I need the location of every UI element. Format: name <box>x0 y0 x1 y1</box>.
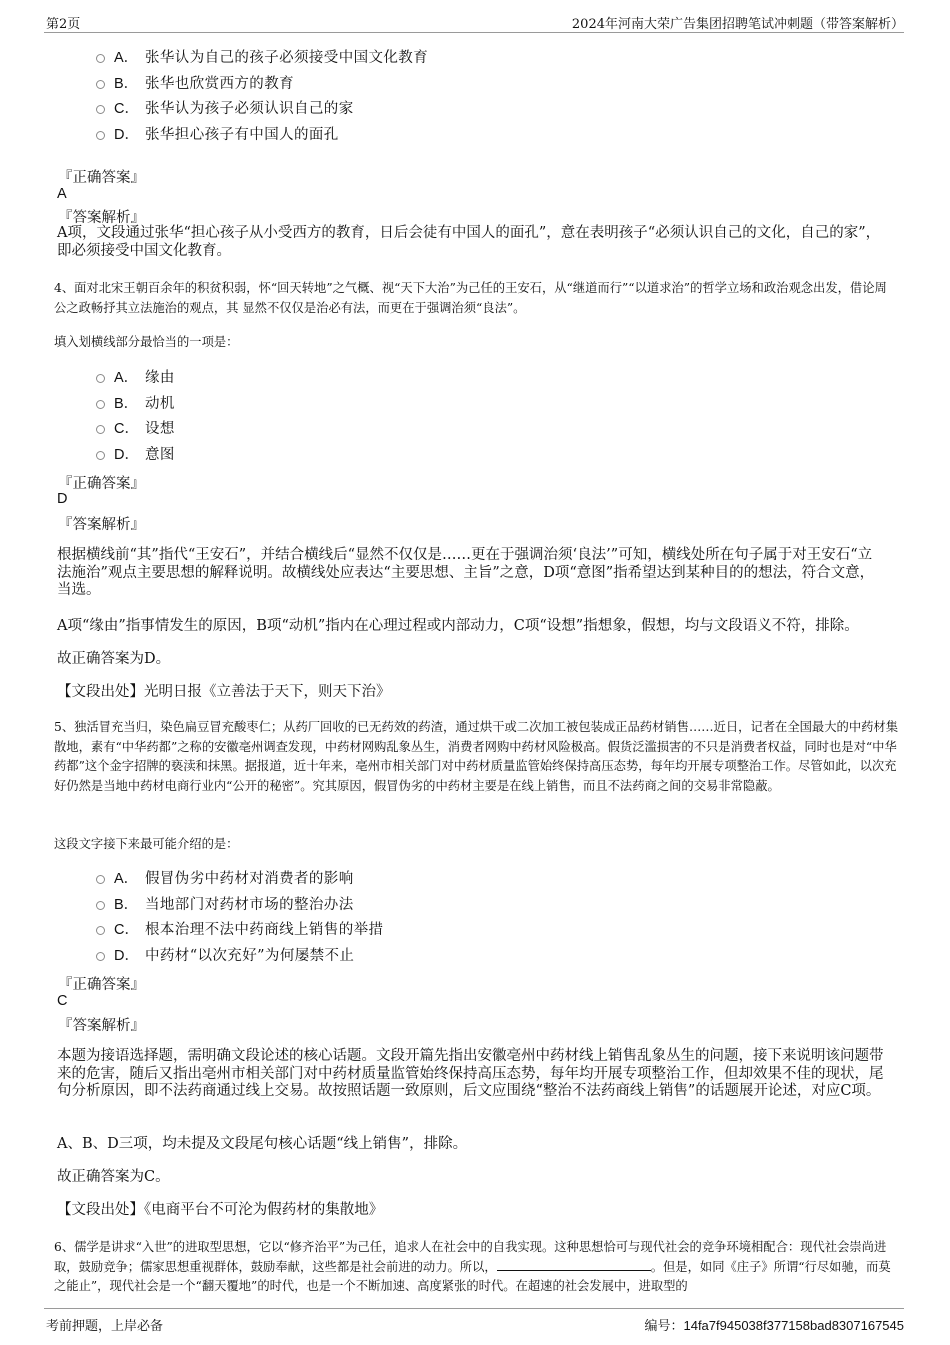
question-stem: 5、独活冒充当归，染色扁豆冒充酸枣仁；从药厂回收的已无药效的药渣，通过烘干或二次加工被包装成正品药材销售……近日，记者在全国最大的中药材集散地，素有“中华药都”之称的安徽亳州调查发现，中药材网购乱象丛生，消费者网购中药材风险极高。假货泛滥损害的不只是消费者权益，同时也是对“中华药都”这个金字招牌的亵渎和抹黑。据报道，近十年来，亳州市相关部门对中药材质量监管始终保持高压态势，每年均开展专项整治工作。尽管如此，以次充好仍然是当地中药材电商行业内“公开的秘密”。究其原因，假冒伪劣的中药材主要是在线上销售，而且不法药商之间的交易非常隐蔽。 <box>54 720 899 793</box>
question-prompt: 这段文字接下来最可能介绍的是： <box>54 837 239 851</box>
question-stem: 6、儒学是讲求“入世”的进取型思想，它以“修齐治平”为己任，追求人在社会中的自我实现。这种思想恰可与现代社会的竞争环境相配合：现代社会崇尚进取，鼓励竞争；儒家思想重视群体，鼓励奉献，这些都是社会前进的动力。所以， 。但是，如同《庄子》所谓“行尽如驰，而莫之能止”，现代社会是一个“翻天覆地”的时代，也是一个不断加速、高度紧张的时代。在超速的社会发展中，进取型的 <box>54 1240 891 1293</box>
answer-label: 『正确答案』 <box>58 476 145 492</box>
answer-value: A <box>57 186 67 202</box>
q4-options <box>96 364 175 466</box>
analysis-text: 故正确答案为D。 <box>57 651 171 667</box>
q5-options <box>96 865 383 967</box>
question-prompt: 填入划横线部分最恰当的一项是： <box>54 335 239 349</box>
option-b[interactable]: B． 当地部门对药材市场的整治办法 <box>96 891 383 917</box>
option-b[interactable]: B． 动机 <box>96 390 175 416</box>
radio-icon[interactable] <box>96 926 105 935</box>
radio-icon[interactable] <box>96 400 105 409</box>
radio-icon[interactable] <box>96 80 105 89</box>
radio-icon[interactable] <box>96 105 105 114</box>
footer-motto: 考前押题，上岸必备 <box>46 1319 164 1334</box>
option-d[interactable]: D． 中药材“以次充好”为何屡禁不止 <box>96 942 383 968</box>
question-stem: 4、面对北宋王朝百余年的积贫积弱，怀“回天转地”之气概、视“天下大治”为己任的王安石，从“继道而行”“以道求治”的哲学立场和政治观念出发，借论周公之政畅抒其立法施治的观点，其 显然不仅仅是治必有法，而更在于强调治须“良法”。 <box>54 281 887 315</box>
answer-value: D <box>57 491 68 507</box>
option-c[interactable]: C． 设想 <box>96 415 175 441</box>
analysis-text: A、B、D三项，均未提及文段尾句核心话题“线上销售”，排除。 <box>57 1136 468 1152</box>
document-code: 编号：14fa7f945038f377158bad8307167545 <box>644 1318 904 1334</box>
option-b[interactable]: B． 张华也欣赏西方的教育 <box>96 70 428 96</box>
analysis-label: 『答案解析』 <box>58 210 145 226</box>
page-number: 第2页 <box>46 17 81 32</box>
option-c[interactable]: C． 根本治理不法中药商线上销售的举措 <box>96 916 383 942</box>
analysis-text: A项“缘由”指事情发生的原因，B项“动机”指内在心理过程或内部动力，C项“设想”指想象，假想，均与文段语义不符，排除。 <box>57 618 859 634</box>
analysis-text: 根据横线前“其”指代“王安石”，并结合横线后“显然不仅仅是……更在于强调治须‘良法’”可知，横线处所在句子属于对王安石“立法施治”观点主要思想的解释说明。故横线处应表达“主要思想、主旨”之意，D项“意图”指希望达到某种目的的想法，符合文意，当选。 <box>57 547 875 598</box>
option-c[interactable]: C． 张华认为孩子必须认识自己的家 <box>96 95 428 121</box>
radio-icon[interactable] <box>96 131 105 140</box>
document-title: 2024年河南大荣广告集团招聘笔试冲刺题（带答案解析） <box>571 17 904 32</box>
radio-icon[interactable] <box>96 374 105 383</box>
page-footer <box>44 1308 904 1335</box>
option-a[interactable]: A． 假冒伪劣中药材对消费者的影响 <box>96 865 383 891</box>
answer-label: 『正确答案』 <box>58 170 145 186</box>
radio-icon[interactable] <box>96 451 105 460</box>
option-a[interactable]: A． 张华认为自己的孩子必须接受中国文化教育 <box>96 44 428 70</box>
analysis-label: 『答案解析』 <box>58 517 145 533</box>
answer-label: 『正确答案』 <box>58 977 145 993</box>
fill-blank[interactable] <box>497 1258 651 1271</box>
radio-icon[interactable] <box>96 901 105 910</box>
page-header <box>44 10 904 33</box>
q3-options <box>96 44 428 146</box>
option-a[interactable]: A． 缘由 <box>96 364 175 390</box>
radio-icon[interactable] <box>96 952 105 961</box>
option-d[interactable]: D． 张华担心孩子有中国人的面孔 <box>96 121 428 147</box>
answer-value: C <box>57 993 68 1009</box>
analysis-text: 本题为接语选择题，需明确文段论述的核心话题。文段开篇先指出安徽亳州中药材线上销售乱象丛生的问题，接下来说明该问题带来的危害，随后又指出亳州市相关部门对中药材质量监管始终保持高压态势，每年均开展专项整治工作，但却效果不佳的现状，尾句分析原因，即不法药商通过线上交易。故按照话题一致原则，后文应围绕“整治不法药商线上销售”的话题展开论述，对应C项。 <box>57 1048 884 1099</box>
analysis-label: 『答案解析』 <box>58 1018 145 1034</box>
source-note: 【文段出处】《电商平台不可沦为假药材的集散地》 <box>57 1202 384 1218</box>
analysis-text: A项，文段通过张华“担心孩子从小受西方的教育，日后会徒有中国人的面孔”，意在表明孩子“必须认识自己的文化，自己的家”，即必须接受中国文化教育。 <box>57 225 881 259</box>
source-note: 【文段出处】光明日报《立善法于天下，则天下治》 <box>57 684 391 700</box>
option-d[interactable]: D． 意图 <box>96 441 175 467</box>
analysis-text: 故正确答案为C。 <box>57 1169 170 1185</box>
radio-icon[interactable] <box>96 425 105 434</box>
radio-icon[interactable] <box>96 54 105 63</box>
radio-icon[interactable] <box>96 875 105 884</box>
